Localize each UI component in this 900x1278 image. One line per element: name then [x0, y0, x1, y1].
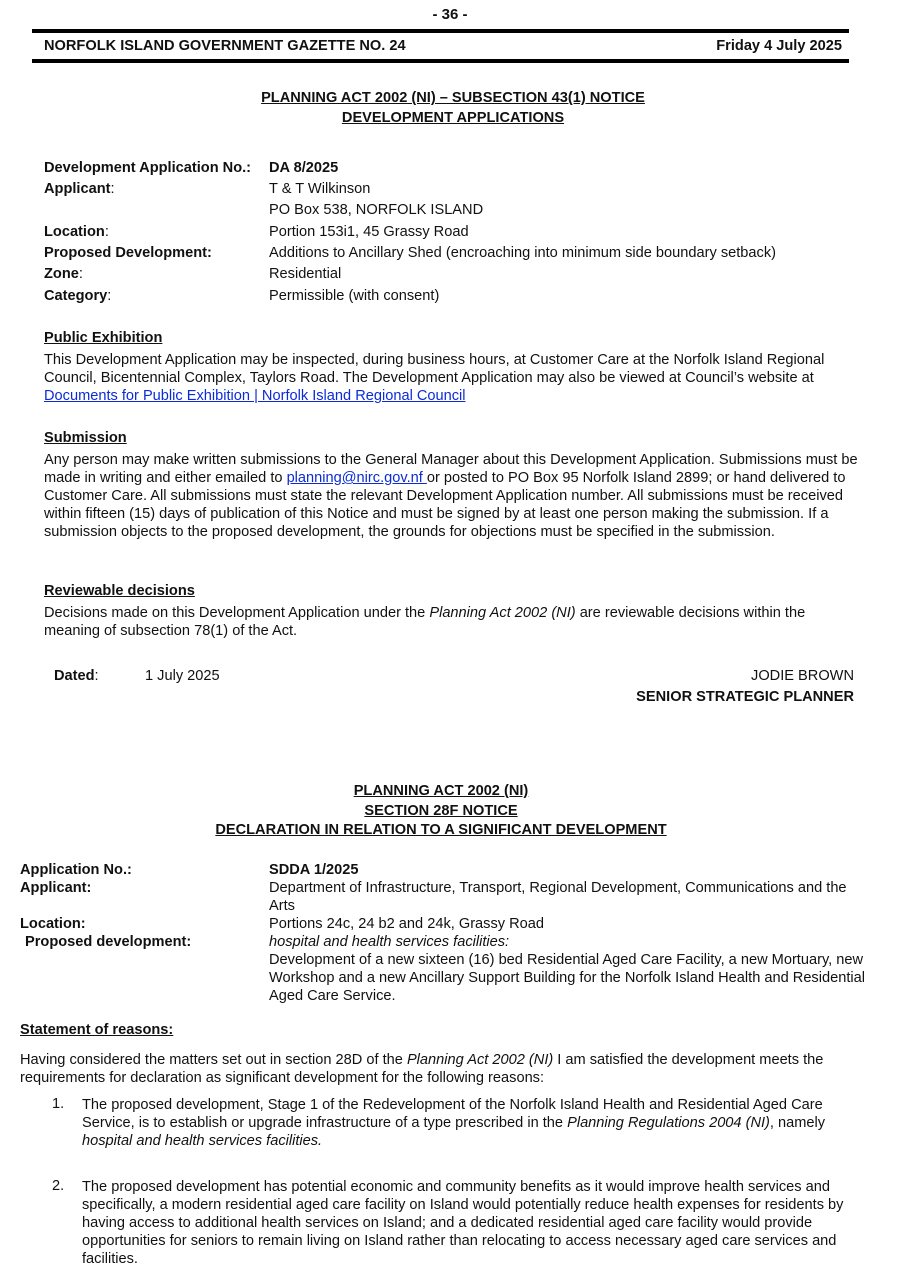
submission-heading: Submission: [44, 430, 127, 446]
signatory-title: SENIOR STRATEGIC PLANNER: [636, 689, 854, 705]
reason-number: 1.: [52, 1096, 65, 1112]
dated-value: 1 July 2025: [145, 668, 220, 684]
reason-number: 2.: [52, 1178, 65, 1194]
applicant-address: PO Box 538, NORFOLK ISLAND: [269, 202, 484, 218]
statement-intro: Having considered the matters set out in section 28D of the Planning Act 2002 (NI) I am satisfied the development meets the requirements for declaration as significant development for the following reasons:: [20, 1052, 824, 1086]
applicant2-value: Department of Infrastructure, Transport, Regional Development, Communications and the Arts: [269, 880, 847, 914]
header-rule-bottom: [32, 59, 849, 63]
notice1-subheading: DEVELOPMENT APPLICATIONS: [341, 110, 565, 126]
location-label: Location:: [44, 224, 109, 240]
proposed2-description: Development of a new sixteen (16) bed Residential Aged Care Facility, a new Mortuary, new Workshop and a new Ancillary Support Building for the Norfolk Island Health and Residential Aged Care Service.: [269, 952, 865, 1004]
reason-item: [52, 1178, 862, 1268]
notice2-declaration-heading: DECLARATION IN RELATION TO A SIGNIFICANT DEVELOPMENT: [215, 822, 667, 838]
application-number-label: Application No.:: [20, 862, 132, 878]
category-value: Permissible (with consent): [269, 288, 440, 304]
applicant-value: T & T Wilkinson: [269, 181, 371, 197]
da-number-value: DA 8/2025: [269, 160, 339, 176]
reviewable-text: Decisions made on this Development Application under the Planning Act 2002 (NI) are reviewable decisions within the meaning of subsection 78(1) of the Act.: [44, 605, 806, 639]
planning-email-link[interactable]: planning@nirc.gov.nf: [286, 470, 427, 486]
notice2-heading: PLANNING ACT 2002 (NI): [353, 783, 529, 799]
gazette-date: Friday 4 July 2025: [716, 38, 842, 54]
location-value: Portion 153i1, 45 Grassy Road: [269, 224, 469, 240]
reason-text: The proposed development, Stage 1 of the Redevelopment of the Norfolk Island Health and Residential Aged Care Service, is to establish or upgrade infrastructure of a type prescribed in the Planning Regulations 2004 (NI), namely hospital and health services facilities.: [82, 1097, 826, 1149]
header-rule-top: [32, 29, 849, 33]
public-exhibition-heading: Public Exhibition: [44, 330, 163, 346]
proposed2-label: Proposed development:: [25, 934, 192, 950]
location2-label: Location:: [20, 916, 86, 932]
category-label: Category:: [44, 288, 112, 304]
applicant2-label: Applicant:: [20, 880, 92, 896]
zone-value: Residential: [269, 266, 342, 282]
da-number-label: Development Application No.:: [44, 160, 252, 176]
dated-label: Dated:: [54, 668, 99, 684]
location2-value: Portions 24c, 24 b2 and 24k, Grassy Road: [269, 916, 545, 932]
page-number: - 36 -: [432, 6, 468, 23]
statement-of-reasons-heading: Statement of reasons:: [20, 1022, 174, 1038]
reviewable-heading: Reviewable decisions: [44, 583, 195, 599]
reason-item: [52, 1096, 862, 1150]
zone-label: Zone:: [44, 266, 83, 282]
applicant-label: Applicant:: [44, 181, 115, 197]
notice2-subheading: SECTION 28F NOTICE: [364, 803, 518, 819]
application-number-value: SDDA 1/2025: [269, 862, 359, 878]
proposed-development-value: Additions to Ancillary Shed (encroaching into minimum side boundary setback): [269, 245, 776, 261]
gazette-title: NORFOLK ISLAND GOVERNMENT GAZETTE NO. 24: [44, 38, 406, 54]
signatory-name: JODIE BROWN: [751, 668, 854, 684]
public-exhibition-text: This Development Application may be inspected, during business hours, at Customer Care at the Norfolk Island Regional Council, Bicentennial Complex, Taylors Road. The Development Application may also be viewed at Council’s website at Documents for Public Exhibition | Norfolk Island Regional Council: [44, 352, 825, 404]
public-exhibition-link[interactable]: Documents for Public Exhibition | Norfolk Island Regional Council: [44, 388, 466, 404]
notice1-heading: PLANNING ACT 2002 (NI) – SUBSECTION 43(1) NOTICE: [261, 90, 645, 106]
reason-text: The proposed development has potential economic and community benefits as it would improve health services and specifically, a modern residential aged care facility on Island would potentially reduce health expenses for residents by having access to additional health services on Island; and a dedicated residential aged care facility would provide opportunities for seniors to remain living on Island rather than relocating to access necessary aged care services and facilities.: [82, 1179, 844, 1267]
proposed2-type: hospital and health services facilities:: [269, 934, 510, 950]
proposed-development-label: Proposed Development:: [44, 245, 212, 261]
submission-text: Any person may make written submissions to the General Manager about this Development Application. Submissions must be made in writing and either emailed to planning@nirc.gov.nf or posted to PO Box 95 Norfolk Island 2899; or hand delivered to Customer Care. All submissions must state the relevant Development Application number. All submissions must be received within fifteen (15) days of publication of this Notice and must be signed by at least one person making the submission. If a submission objects to the proposed development, the grounds for objections must be specified in the submission.: [44, 452, 858, 540]
